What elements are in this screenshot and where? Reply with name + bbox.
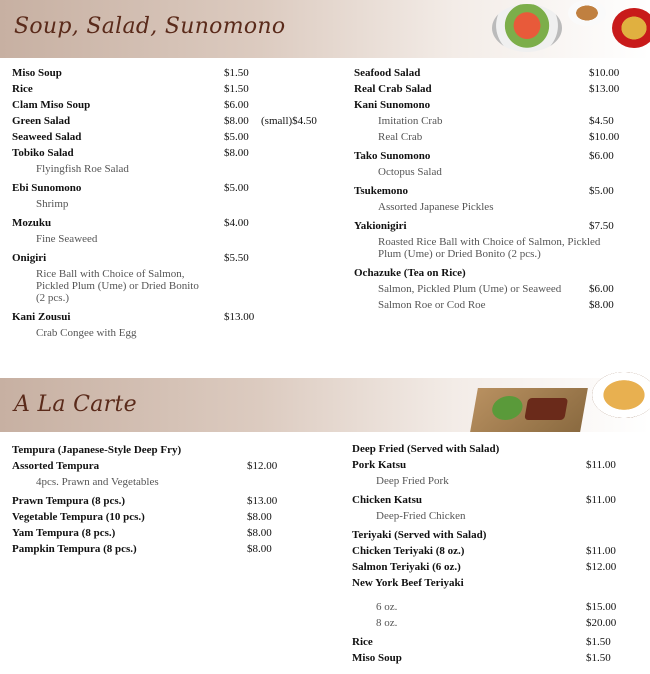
menu-item-price: $5.00 <box>224 131 249 143</box>
menu-item <box>12 180 332 212</box>
menu-item-name: Salmon Teriyaki (6 oz.) <box>352 561 461 573</box>
menu-item-price: $4.00 <box>224 217 249 229</box>
menu-item-name: Kani Sunomono <box>354 99 431 111</box>
menu-item-line <box>12 525 332 541</box>
menu-item-price: $1.50 <box>224 83 249 95</box>
menu-item-price: $13.00 <box>247 495 278 507</box>
description-line: Fine Seaweed <box>36 233 98 245</box>
menu-item-line <box>12 129 332 145</box>
menu-item-line <box>354 218 624 234</box>
menu-item-line <box>12 215 332 231</box>
menu-sub-option <box>354 129 624 145</box>
menu-item <box>354 97 624 145</box>
menu-item <box>352 527 622 543</box>
menu-item-price: $7.50 <box>589 220 614 232</box>
menu-item-name: Tobiko Salad <box>12 147 74 159</box>
menu-item-name: Ebi Sunomono <box>12 182 82 194</box>
menu-item-price: $11.00 <box>586 545 616 557</box>
menu-item <box>354 265 624 313</box>
beef-slices-shape <box>524 398 568 420</box>
menu-item-price: $12.00 <box>247 460 278 472</box>
menu-item-price: $8.00 <box>247 511 272 523</box>
menu-item-name: Mozuku <box>12 217 52 229</box>
menu-item-line <box>12 145 332 161</box>
menu-item <box>352 650 622 666</box>
menu-item-line <box>352 492 622 508</box>
description-line: Assorted Japanese Pickles <box>378 201 494 213</box>
menu-item-line <box>354 265 624 281</box>
menu-item <box>352 575 622 631</box>
menu-item <box>354 148 624 180</box>
menu-item-description <box>12 161 332 177</box>
sub-option-label: Real Crab <box>378 131 423 143</box>
description-line: Flyingfish Roe Salad <box>36 163 129 175</box>
menu-item-name: Pampkin Tempura (8 pcs.) <box>12 543 137 555</box>
menu-item <box>354 65 624 81</box>
menu-item-price: $6.00 <box>224 99 249 111</box>
menu-item <box>352 441 622 457</box>
menu-item <box>12 458 332 490</box>
menu-item-line <box>352 441 622 457</box>
menu-item-price: $5.00 <box>589 185 614 197</box>
menu-item-line <box>12 541 332 557</box>
menu-item-description <box>354 164 624 180</box>
menu-item-name: Prawn Tempura (8 pcs.) <box>12 495 126 507</box>
description-line: Crab Congee with Egg <box>36 327 137 339</box>
menu-item-name: Miso Soup <box>12 67 62 79</box>
menu-item-line <box>12 509 332 525</box>
menu-item <box>352 543 622 559</box>
menu-item-price: $1.50 <box>586 652 611 664</box>
menu-item <box>12 215 332 247</box>
menu-column-soup-right <box>354 65 624 316</box>
menu-item-name: Green Salad <box>12 115 71 127</box>
description-line: (2 pcs.) <box>36 292 69 304</box>
section-title: A La Carte <box>14 392 137 417</box>
description-line: Deep-Fried Chicken <box>376 510 466 522</box>
menu-item-line <box>12 97 332 113</box>
menu-item-description <box>12 474 332 490</box>
menu-item <box>12 113 332 129</box>
menu-item-line <box>12 65 332 81</box>
menu-item <box>12 65 332 81</box>
menu-item-name: Onigiri <box>12 252 47 264</box>
menu-item-name: Chicken Katsu <box>352 494 422 506</box>
menu-item-name: Real Crab Salad <box>354 83 432 95</box>
menu-item <box>12 145 332 177</box>
menu-item <box>12 81 332 97</box>
menu-item-name: Vegetable Tempura (10 pcs.) <box>12 511 145 523</box>
description-line: Roasted Rice Ball with Choice of Salmon, Pickled <box>378 236 601 248</box>
menu-item-name: Tempura (Japanese-Style Deep Fry) <box>12 444 182 456</box>
menu-item-line <box>352 527 622 543</box>
salad-bowl-image <box>492 4 562 52</box>
menu-item-line <box>12 309 332 325</box>
menu-item-line <box>354 183 624 199</box>
tempura-plate-image <box>592 372 650 418</box>
menu-sub-option <box>354 281 624 297</box>
menu-item-small-price: (small)$4.50 <box>261 115 317 127</box>
menu-item-line <box>352 634 622 650</box>
menu-item <box>12 541 332 557</box>
menu-item-price: $8.00 <box>224 147 249 159</box>
menu-item-price: $8.00 <box>247 527 272 539</box>
menu-item-name: New York Beef Teriyaki <box>352 577 464 589</box>
menu-item-name: Ochazuke (Tea on Rice) <box>354 267 466 279</box>
menu-item-line <box>12 493 332 509</box>
sub-option-price: $10.00 <box>589 131 620 143</box>
menu-item-name: Kani Zousui <box>12 311 71 323</box>
menu-item <box>352 492 622 524</box>
sub-option-price: $20.00 <box>586 617 617 629</box>
menu-item-line <box>352 575 622 591</box>
menu-item <box>352 457 622 489</box>
menu-item-name: Yakionigiri <box>354 220 407 232</box>
menu-item-price: $11.00 <box>586 459 616 471</box>
menu-item <box>12 309 332 341</box>
menu-item <box>12 129 332 145</box>
menu-column-soup-left <box>12 65 332 344</box>
menu-item <box>354 218 624 262</box>
menu-item-price: $8.00 <box>247 543 272 555</box>
menu-item-price: $13.00 <box>589 83 620 95</box>
menu-item-price: $1.50 <box>586 636 611 648</box>
menu-item-name: Tsukemono <box>354 185 409 197</box>
menu-item <box>354 81 624 97</box>
menu-item <box>12 442 332 458</box>
menu-item-price: $11.00 <box>586 494 616 506</box>
salad-garnish-shape <box>490 396 524 420</box>
menu-item-line <box>352 457 622 473</box>
sub-option-label: Salmon Roe or Cod Roe <box>378 299 486 311</box>
menu-item-name: Miso Soup <box>352 652 402 664</box>
menu-item-line <box>12 81 332 97</box>
menu-item-name: Seafood Salad <box>354 67 421 79</box>
description-line: Deep Fried Pork <box>376 475 449 487</box>
menu-item-description <box>12 325 332 341</box>
menu-item-line <box>12 180 332 196</box>
menu-item-description <box>12 266 332 306</box>
menu-item-line <box>354 65 624 81</box>
sub-option-label: Salmon, Pickled Plum (Ume) or Seaweed <box>378 283 562 295</box>
menu-item-line <box>12 458 332 474</box>
sub-option-label: 8 oz. <box>376 617 398 629</box>
menu-item <box>12 493 332 509</box>
menu-item-price: $6.00 <box>589 150 614 162</box>
menu-item <box>352 559 622 575</box>
sauce-dish-image <box>568 0 606 26</box>
menu-item <box>12 509 332 525</box>
description-line: Plum (Ume) or Dried Bonito (2 pcs.) <box>378 248 541 260</box>
description-line: Pickled Plum (Ume) or Dried Bonito <box>36 280 199 292</box>
menu-item-description <box>352 508 622 524</box>
miso-soup-bowl-image <box>612 8 650 48</box>
description-line: 4pcs. Prawn and Vegetables <box>36 476 159 488</box>
sub-option-price: $15.00 <box>586 601 617 613</box>
section-title: Soup, Salad, Sunomono <box>14 14 286 39</box>
menu-item-price: $10.00 <box>589 67 620 79</box>
menu-item-name: Chicken Teriyaki (8 oz.) <box>352 545 465 557</box>
menu-item-line <box>12 113 332 129</box>
menu-item <box>352 634 622 650</box>
menu-item-name: Deep Fried (Served with Salad) <box>352 443 500 455</box>
menu-item-description <box>352 473 622 489</box>
menu-item-name: Teriyaki (Served with Salad) <box>352 529 487 541</box>
menu-item-price: $5.00 <box>224 182 249 194</box>
description-line: Shrimp <box>36 198 69 210</box>
menu-item-name: Tako Sunomono <box>354 150 431 162</box>
sub-option-label: 6 oz. <box>376 601 398 613</box>
menu-item <box>12 250 332 306</box>
beef-plate-image <box>470 388 588 432</box>
sub-option-price: $8.00 <box>589 299 614 311</box>
menu-item-name: Yam Tempura (8 pcs.) <box>12 527 116 539</box>
menu-column-tempura <box>12 442 332 557</box>
sub-option-label: Imitation Crab <box>378 115 443 127</box>
menu-item-line <box>354 148 624 164</box>
menu-item-name: Assorted Tempura <box>12 460 100 472</box>
menu-item-line <box>354 81 624 97</box>
menu-item <box>354 183 624 215</box>
menu-item-name: Clam Miso Soup <box>12 99 91 111</box>
menu-sub-option <box>354 297 624 313</box>
menu-item-description <box>354 199 624 215</box>
menu-item-line <box>352 650 622 666</box>
section-banner-soup-salad <box>0 0 650 58</box>
menu-item-description <box>12 196 332 212</box>
menu-sub-option <box>352 615 622 631</box>
menu-item-price: $8.00 <box>224 115 249 127</box>
menu-item-line <box>354 97 624 113</box>
menu-item <box>12 525 332 541</box>
menu-sub-option <box>352 599 622 615</box>
menu-item-price: $13.00 <box>224 311 255 323</box>
section-banner-a-la-carte <box>0 378 650 432</box>
menu-item-line <box>352 543 622 559</box>
menu-item-description <box>12 231 332 247</box>
menu-item-name: Seaweed Salad <box>12 131 82 143</box>
description-line: Octopus Salad <box>378 166 442 178</box>
menu-item-price: $1.50 <box>224 67 249 79</box>
menu-item-description <box>354 234 624 262</box>
menu-item-line <box>352 559 622 575</box>
description-line: Rice Ball with Choice of Salmon, <box>36 268 185 280</box>
menu-item-line <box>12 442 332 458</box>
menu-column-fried-teriyaki <box>352 441 622 666</box>
menu-item-name: Rice <box>12 83 33 95</box>
menu-item <box>12 97 332 113</box>
menu-item-price: $12.00 <box>586 561 617 573</box>
menu-item-line <box>12 250 332 266</box>
menu-item-name: Rice <box>352 636 373 648</box>
menu-item-price: $5.50 <box>224 252 249 264</box>
menu-sub-option <box>354 113 624 129</box>
sub-option-price: $6.00 <box>589 283 614 295</box>
sub-option-price: $4.50 <box>589 115 614 127</box>
menu-item-name: Pork Katsu <box>352 459 407 471</box>
